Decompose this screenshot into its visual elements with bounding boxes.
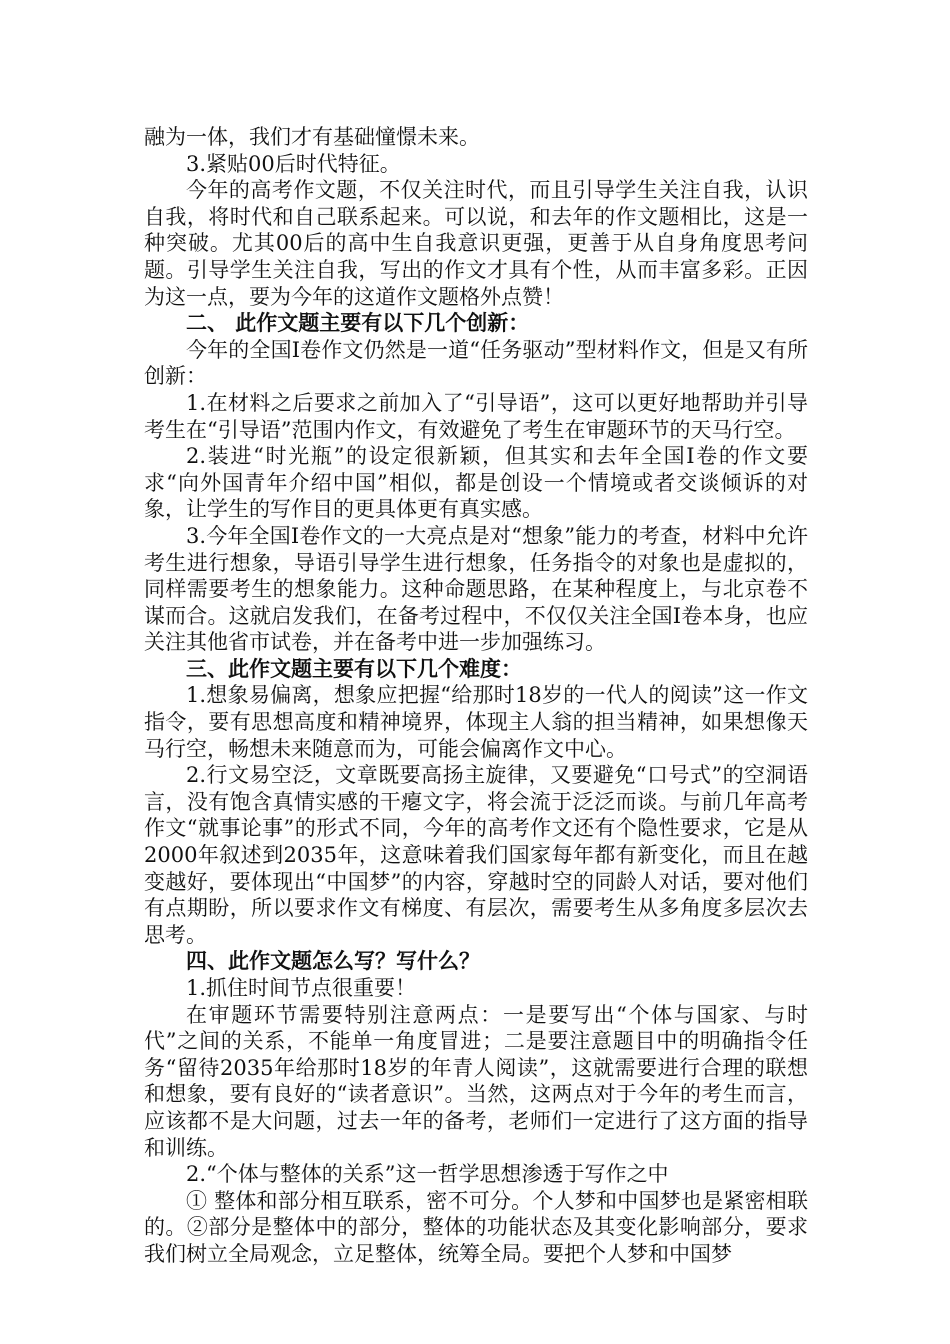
paragraph: 1.想象易偏离，想象应把握“给那时18岁的一代人的阅读”这一作文指令，要有思想高度和精神境界，体现主人翁的担当精神，如果想像天马行空，畅想未来随意而为，可能会偏离作文中心。 — [144, 683, 808, 761]
paragraph: 2.装进“时光瓶”的设定很新颖，但其实和去年全国Ⅰ卷的作文要求“向外国青年介绍中国”相似，都是创设一个情境或者交谈倾诉的对象，让学生的写作目的更具体更有真实感。 — [144, 444, 808, 522]
paragraph: 今年的全国Ⅰ卷作文仍然是一道“任务驱动”型材料作文，但是又有所创新： — [144, 337, 808, 389]
paragraph: ① 整体和部分相互联系，密不可分。个人梦和中国梦也是紧密相联的。②部分是整体中的部分，整体的功能状态及其变化影响部分，要求我们树立全局观念，立足整体，统筹全局。要把个人梦和中国梦 — [144, 1188, 808, 1266]
paragraph: 今年的高考作文题，不仅关注时代，而且引导学生关注自我，认识自我，将时代和自己联系起来。可以说，和去年的作文题相比，这是一种突破。尤其00后的高中生自我意识更强，更善于从自身角度思考问题。引导学生关注自我，写出的作文才具有个性，从而丰富多彩。正因为这一点，要为今年的这道作文题格外点赞！ — [144, 178, 808, 309]
paragraph: 2.“个体与整体的关系”这一哲学思想渗透于写作之中 — [186, 1162, 669, 1187]
paragraph: 1.抓住时间节点很重要！ — [186, 976, 417, 1000]
section-heading: 三、此作文题主要有以下几个难度： — [186, 655, 522, 681]
section-heading: 二、 此作文题主要有以下几个创新： — [186, 310, 530, 336]
paragraph: 融为一体，我们才有基础憧憬未来。 — [144, 125, 480, 149]
paragraph: 1.在材料之后要求之前加入了“引导语”，这可以更好地帮助并引导考生在“引导语”范围内作文，有效避免了考生在审题环节的天马行空。 — [144, 390, 808, 442]
section-heading: 四、此作文题怎么写？写什么？ — [186, 948, 480, 974]
paragraph: 2.行文易空泛，文章既要高扬主旋律，又要避免“口号式”的空洞语言，没有饱含真情实感的干瘪文字，将会流于泛泛而谈。与前几年高考作文“就事论事”的形式不同，今年的高考作文还有个隐性要求，它是从2000年叙述到2035年，这意味着我们国家每年都有新变化，而且在越变越好，要体现出“中国梦”的内容，穿越时空的同龄人对话，要对他们有点期盼，所以要求作文有梯度、有层次，需要考生从多角度多层次去思考。 — [144, 763, 808, 947]
paragraph: 在审题环节需要特别注意两点：一是要写出“个体与国家、与时代”之间的关系，不能单一角度冒进；二是要注意题目中的明确指令任务“留待2035年给那时18岁的年青人阅读”，这就需要进行合理的联想和想象，要有良好的“读者意识”。当然，这两点对于今年的考生而言，应该都不是大问题，过去一年的备考，老师们一定进行了这方面的指导和训练。 — [144, 1002, 808, 1160]
document-page — [144, 124, 808, 1268]
paragraph: 3.今年全国Ⅰ卷作文的一大亮点是对“想象”能力的考查，材料中允许考生进行想象，导语引导学生进行想象，任务指令的对象也是虚拟的，同样需要考生的想象能力。这种命题思路，在某种程度上，与北京卷不谋而合。这就启发我们，在备考过程中，不仅仅关注全国Ⅰ卷本身，也应关注其他省市试卷，并在备考中进一步加强练习。 — [144, 523, 808, 655]
paragraph: 3.紧贴00后时代特征。 — [186, 151, 401, 176]
